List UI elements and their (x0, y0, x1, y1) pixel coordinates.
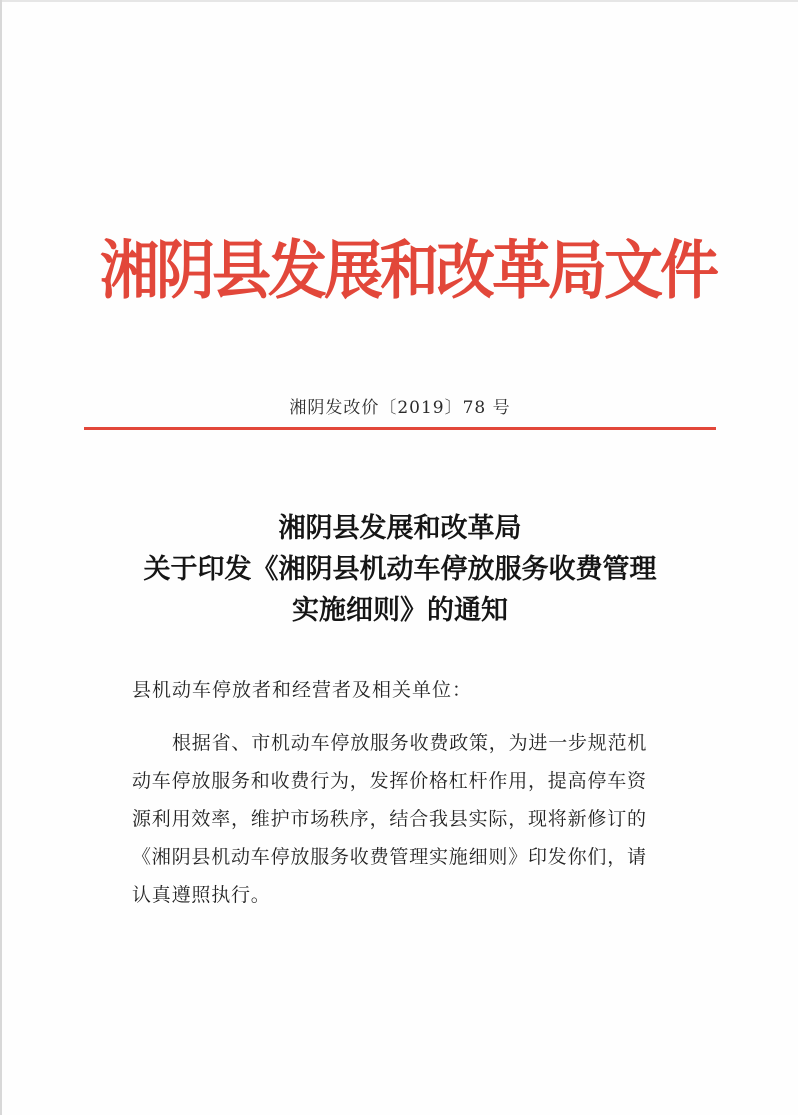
document-title (90, 508, 710, 631)
red-masthead: 湘阴县发展和改革局文件 (100, 233, 717, 308)
body-line: 源利用效率，维护市场秩序，结合我县实际，现将新修订的 (132, 808, 647, 830)
body-line: 《湘阴县机动车停放服务收费管理实施细则》印发你们，请 (132, 846, 647, 868)
body-line: 认真遵照执行。 (132, 884, 271, 906)
page-left-edge (0, 0, 2, 1115)
body-paragraph (132, 724, 692, 914)
page-top-edge (0, 0, 798, 2)
red-divider-line (84, 427, 716, 430)
body-line: 根据省、市机动车停放服务收费政策，为进一步规范机 (172, 732, 648, 754)
document-number: 湘阴发改价〔2019〕78 号 (289, 398, 511, 418)
body-line: 动车停放服务和收费行为，发挥价格杠杆作用，提高停车资 (132, 770, 647, 792)
title-line-2: 关于印发《湘阴县机动车停放服务收费管理 (143, 554, 657, 585)
salutation: 县机动车停放者和经营者及相关单位： (132, 679, 473, 701)
title-line-3: 实施细则》的通知 (292, 595, 508, 626)
title-line-1: 湘阴县发展和改革局 (278, 513, 522, 544)
